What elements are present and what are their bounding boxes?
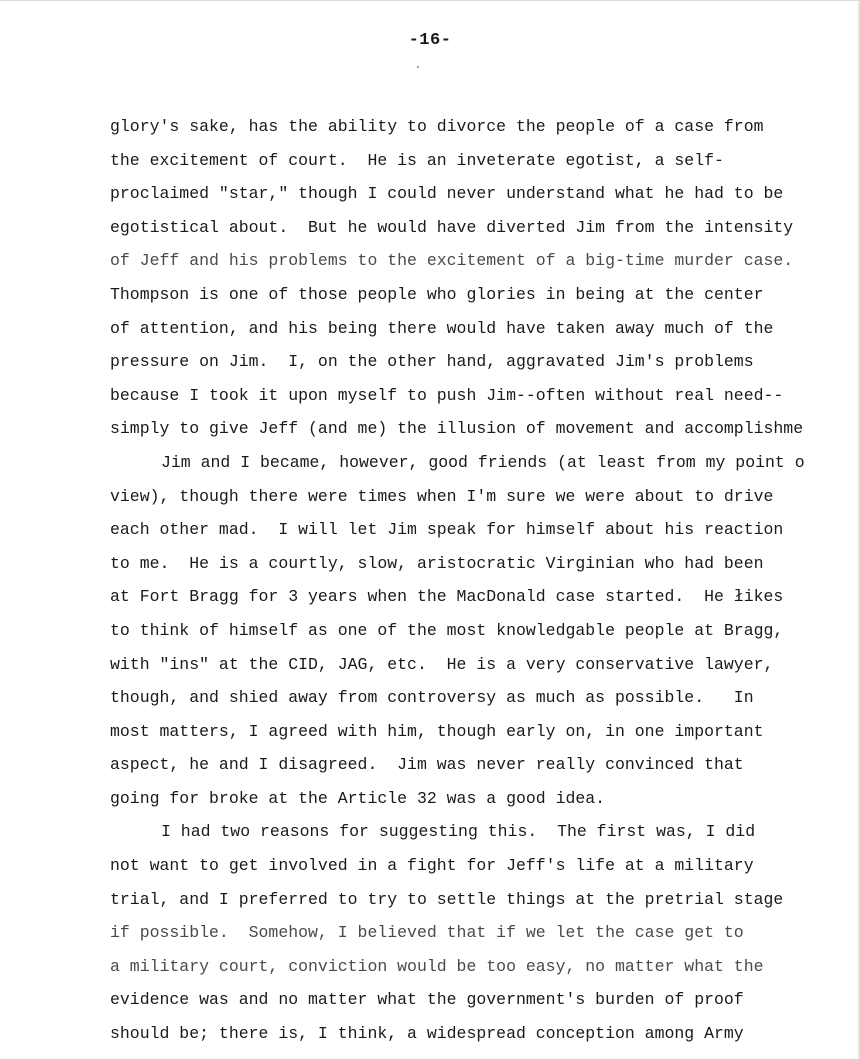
text-line: should be; there is, I think, a widespread conception among Army <box>110 1024 744 1044</box>
text-line: trial, and I preferred to try to settle things at the pretrial stage <box>110 889 784 909</box>
text-line: glory's sake, has the ability to divorce the people of a case from <box>110 117 764 136</box>
text-line: with "ins" at the CID, JAG, etc. He is a very conservative lawyer, <box>110 654 774 674</box>
text-line: most matters, I agreed with him, though early on, in one important <box>110 721 764 741</box>
text-line: though, and shied away from controversy as much as possible. In <box>110 688 754 708</box>
text-line: the excitement of court. He is an inveterate egotist, a self- <box>110 150 724 170</box>
text-line: a military court, conviction would be too easy, no matter what the <box>110 956 764 976</box>
text-line: of Jeff and his problems to the excitement of a big-time murder case. <box>110 251 794 271</box>
text-line: evidence was and no matter what the government's burden of proof <box>110 990 744 1010</box>
text-line: view), though there were times when I'm sure we were about to drive <box>110 486 774 506</box>
text-line: going for broke at the Article 32 was a good idea. <box>110 788 606 808</box>
text-line: if possible. Somehow, I believed that if we let the case get to <box>110 923 744 943</box>
text-line: to think of himself as one of the most knowledgable people at Bragg, <box>110 620 784 640</box>
paragraph-start-line: Jim and I became, however, good friends (at least from my point o <box>161 452 805 472</box>
page-number: -16- <box>408 31 452 50</box>
text-line: proclaimed "star," though I could never understand what he had to be <box>110 184 784 204</box>
text-line: at Fort Bragg for 3 years when the MacDonald case started. He łikes <box>110 587 784 607</box>
text-line: aspect, he and I disagreed. Jim was never really convinced that <box>110 755 744 775</box>
text-line: of attention, and his being there would have taken away much of the <box>110 318 774 338</box>
text-line: each other mad. I will let Jim speak for himself about his reaction <box>110 520 784 540</box>
text-line: to me. He is a courtly, slow, aristocratic Virginian who had been <box>110 553 764 573</box>
text-line: because I took it upon myself to push Jim--often without real need-- <box>110 385 784 405</box>
text-line: not want to get involved in a fight for Jeff's life at a military <box>110 856 754 876</box>
paragraph-start-line: I had two reasons for suggesting this. The first was, I did <box>161 822 756 842</box>
body-text <box>110 113 860 1054</box>
text-line: pressure on Jim. I, on the other hand, aggravated Jim's problems <box>110 352 754 372</box>
text-line: egotistical about. But he would have diverted Jim from the intensity <box>110 217 794 237</box>
text-line: Thompson is one of those people who glories in being at the center <box>110 284 764 304</box>
scan-speck <box>417 66 419 68</box>
text-line: simply to give Jeff (and me) the illusion of movement and accomplishme <box>110 419 804 439</box>
